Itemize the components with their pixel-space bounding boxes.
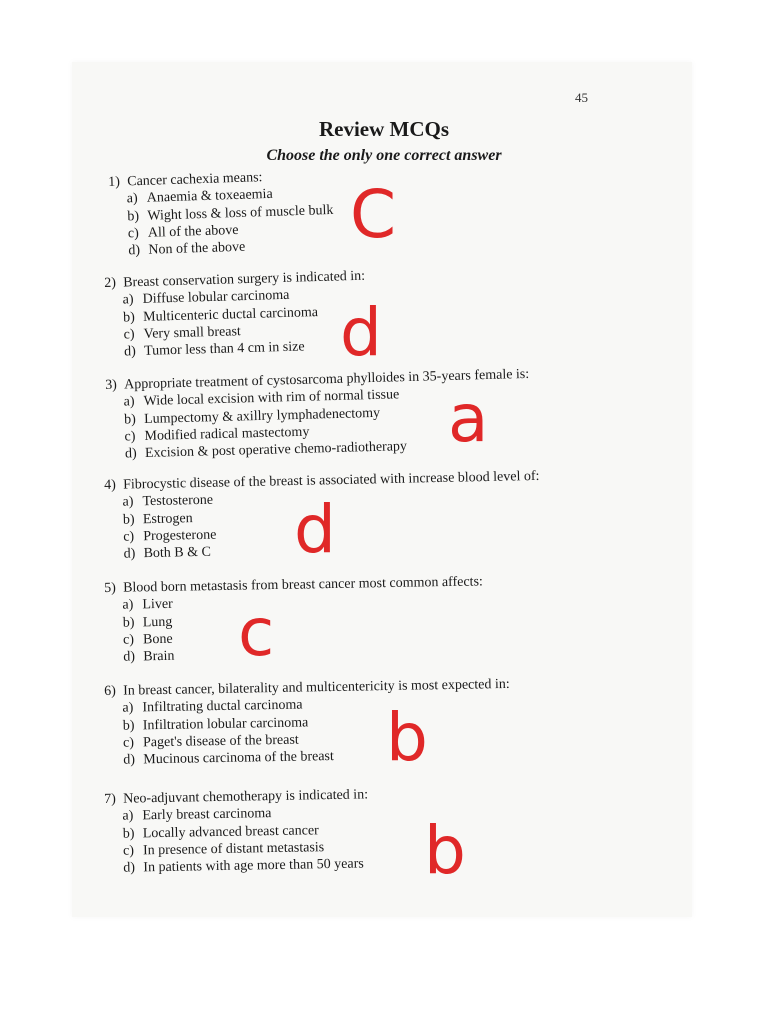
question-number: 5): [104, 580, 116, 596]
option-text: Progesterone: [143, 527, 217, 545]
page-subtitle: Choose the only one correct answer: [266, 147, 502, 164]
handwritten-answer: d: [340, 294, 382, 371]
question-text: Neo-adjuvant chemotherapy is indicated in:: [123, 787, 369, 807]
option-text: Infiltrating ductal carcinoma: [142, 697, 303, 716]
question-number: 6): [104, 683, 116, 699]
option-text: Modified radical mastectomy: [144, 424, 310, 444]
option-letter: d): [123, 752, 136, 768]
question-5: [104, 573, 484, 671]
option-letter: b): [122, 615, 135, 631]
option-text: Paget's disease of the breast: [142, 732, 299, 751]
option-letter: c): [122, 735, 135, 751]
option-letter: d): [123, 546, 136, 562]
question-text: Appropriate treatment of cystosarcoma phylloides in 35-years female is:: [124, 366, 530, 393]
option-letter: c): [127, 225, 140, 242]
handwritten-answer: a: [448, 380, 489, 457]
question-number: 4): [104, 477, 117, 493]
question-1: [108, 167, 335, 260]
option-letter: d): [124, 446, 137, 462]
option-letter: c): [124, 429, 136, 445]
question-number: 2): [104, 275, 117, 291]
option-text: In patients with age more than 50 years: [143, 856, 364, 876]
option-letter: d): [128, 243, 141, 259]
option-text: Excision & post operative chemo-radiotherapy: [144, 439, 408, 462]
question-number: 1): [108, 174, 121, 190]
option-text: Brain: [143, 648, 175, 665]
option-text: Very small breast: [143, 324, 242, 342]
option-letter: d): [123, 344, 137, 360]
handwritten-answer: b: [386, 699, 428, 776]
option-text: Anaemia & toxeaemia: [146, 187, 273, 207]
page-number: 45: [575, 90, 588, 105]
option-letter: d): [123, 860, 136, 876]
option-text: All of the above: [147, 222, 239, 241]
option-letter: d): [123, 649, 136, 665]
question-6: [104, 676, 511, 776]
option-letter: c): [122, 632, 135, 648]
option-letter: b): [127, 208, 140, 225]
option-letter: a): [122, 292, 134, 308]
question-text: In breast cancer, bilaterality and multicentericity is most expected in:: [123, 676, 510, 699]
option-letter: b): [122, 309, 136, 326]
question-number: 3): [105, 377, 118, 393]
option-letter: c): [123, 327, 135, 343]
option-text: Diffuse lobular carcinoma: [142, 288, 290, 308]
option-letter: a): [126, 191, 138, 207]
option-text: Lung: [142, 614, 173, 630]
option-text: Bone: [142, 631, 173, 648]
option-letter: a): [123, 394, 135, 410]
option-text: Mucinous carcinoma of the breast: [143, 749, 334, 768]
option-text: Multicenteric ductal carcinoma: [142, 304, 319, 325]
option-text: Non of the above: [148, 239, 246, 258]
option-text: Wide local excision with rim of normal tissue: [143, 387, 400, 410]
option-text: Lumpectomy & axillry lymphadenectomy: [143, 405, 381, 427]
question-text: Cancer cachexia means:: [127, 170, 263, 190]
question-text: Breast conservation surgery is indicated in:: [123, 268, 366, 291]
question-number: 7): [104, 791, 116, 807]
option-text: Both B & C: [143, 544, 212, 562]
option-letter: b): [122, 511, 135, 528]
option-letter: c): [123, 529, 135, 545]
option-letter: a): [122, 494, 134, 510]
option-text: Estrogen: [142, 510, 193, 527]
question-text: Blood born metastasis from breast cancer most common affects:: [123, 574, 483, 596]
option-letter: b): [123, 411, 136, 428]
question-7: [104, 786, 369, 877]
handwritten-answer: C: [350, 176, 397, 253]
option-text: Testosterone: [142, 493, 214, 510]
option-text: Tumor less than 4 cm in size: [143, 339, 305, 360]
option-text: Wight loss & loss of muscle bulk: [147, 202, 334, 224]
option-letter: b): [122, 718, 135, 734]
option-letter: b): [122, 826, 135, 842]
question-text: Fibrocystic disease of the breast is associated with increase blood level of:: [123, 468, 540, 493]
option-text: In presence of distant metastasis: [142, 840, 325, 859]
page-title: Review MCQs: [318, 117, 450, 141]
option-text: Early breast carcinoma: [142, 806, 272, 824]
handwritten-answer: c: [238, 594, 275, 671]
option-text: Infiltration lobular carcinoma: [142, 715, 309, 733]
option-letter: a): [122, 700, 134, 716]
question-2: [104, 268, 367, 362]
handwritten-answer: d: [294, 491, 336, 568]
handwritten-answer: b: [424, 812, 466, 889]
option-letter: a): [122, 597, 134, 613]
option-text: Locally advanced breast cancer: [142, 822, 319, 841]
option-letter: c): [122, 843, 135, 859]
option-letter: a): [122, 808, 134, 824]
option-text: Liver: [142, 597, 173, 613]
